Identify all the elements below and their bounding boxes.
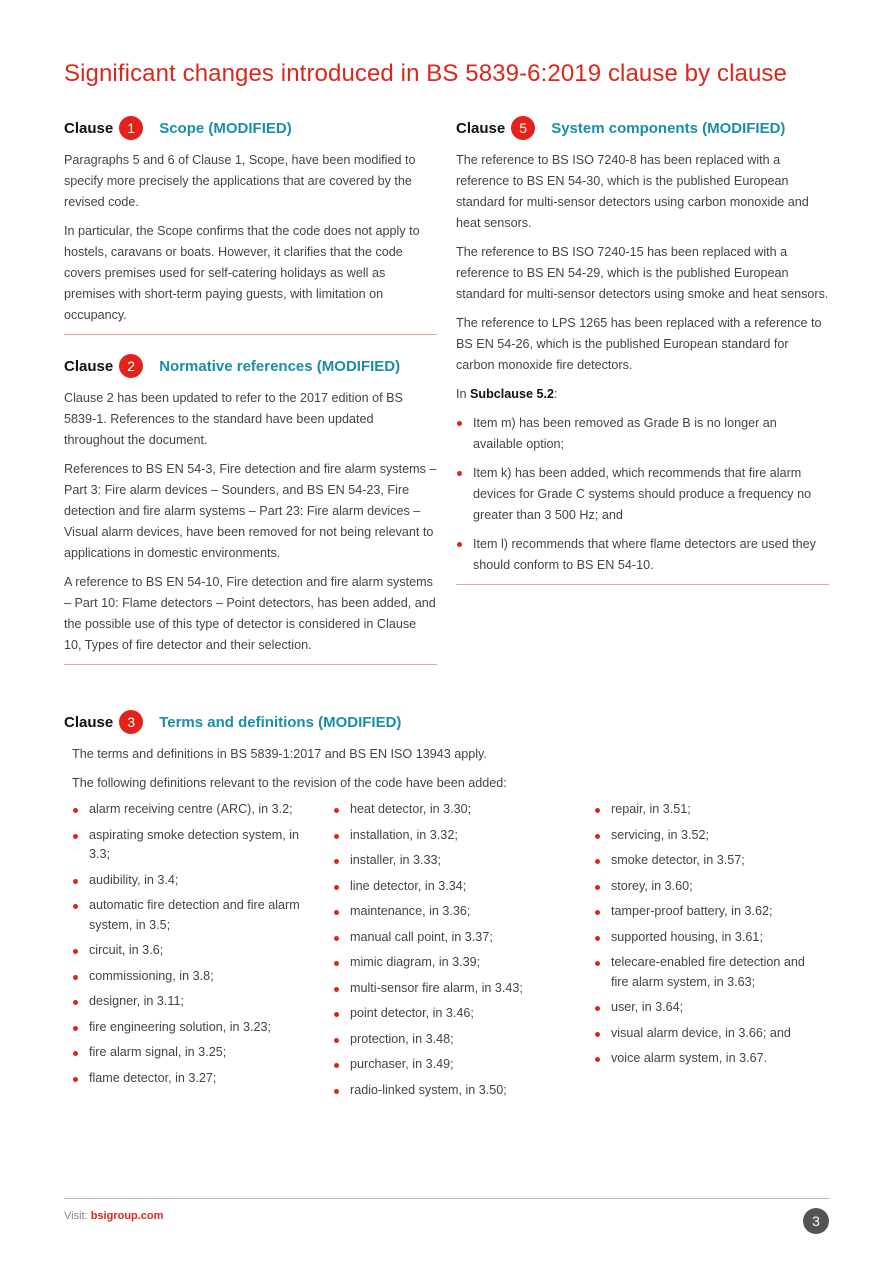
list-item: installer, in 3.33; bbox=[333, 851, 573, 871]
list-item: repair, in 3.51; bbox=[594, 800, 814, 820]
list-item: user, in 3.64; bbox=[594, 998, 814, 1018]
clause-3-title: Terms and definitions (MODIFIED) bbox=[159, 713, 402, 731]
clause-number-badge: 5 bbox=[511, 116, 535, 140]
clause-3-section bbox=[64, 708, 830, 802]
clause-5-paragraph: The reference to LPS 1265 has been replaced with a reference to BS EN 54-26, which is the published European standard for carbon monoxide fire detectors. bbox=[456, 316, 822, 372]
clause-5-paragraph: The reference to BS ISO 7240-8 has been replaced with a reference to BS EN 54-30, which is the published European standard for multi-sensor detectors using carbon monoxide and heat sensors. bbox=[456, 153, 809, 230]
clause-2-title: Normative references (MODIFIED) bbox=[159, 357, 401, 375]
list-item: telecare-enabled fire detection and fire alarm system, in 3.63; bbox=[594, 953, 814, 992]
subclause-intro bbox=[456, 384, 829, 405]
subclause-bullet-list bbox=[456, 413, 829, 576]
list-item: heat detector, in 3.30; bbox=[333, 800, 573, 820]
footer-website-link[interactable]: bsigroup.com bbox=[90, 1210, 164, 1222]
section-divider bbox=[456, 584, 829, 585]
list-item: flame detector, in 3.27; bbox=[72, 1069, 312, 1089]
clause-number-badge: 3 bbox=[119, 710, 143, 734]
clause-5-heading bbox=[456, 114, 829, 142]
clause-3-intro: The following definitions relevant to the revision of the code have been added: bbox=[72, 776, 507, 790]
footer-visit-label: Visit: bbox=[64, 1210, 91, 1222]
list-item: maintenance, in 3.36; bbox=[333, 902, 573, 922]
list-item: line detector, in 3.34; bbox=[333, 877, 573, 897]
list-item: protection, in 3.48; bbox=[333, 1030, 573, 1050]
list-item: automatic fire detection and fire alarm system, in 3.5; bbox=[72, 896, 312, 935]
clause-number-badge: 1 bbox=[119, 116, 143, 140]
list-item: installation, in 3.32; bbox=[333, 826, 573, 846]
list-item: multi-sensor fire alarm, in 3.43; bbox=[333, 979, 573, 999]
clause-5-paragraph: The reference to BS ISO 7240-15 has been replaced with a reference to BS EN 54-29, which is the published European standard for multi-sensor detectors using smoke and heat sensors. bbox=[456, 245, 829, 301]
definitions-column-1 bbox=[72, 800, 312, 1094]
definitions-column-2 bbox=[333, 800, 573, 1106]
clause-number-badge: 2 bbox=[119, 354, 143, 378]
footer-divider bbox=[64, 1198, 830, 1199]
clause-3-intro: The terms and definitions in BS 5839-1:2017 and BS EN ISO 13943 apply. bbox=[72, 747, 487, 761]
clause-2-heading bbox=[64, 352, 437, 380]
clause-label: Clause bbox=[456, 119, 506, 137]
subclause-suffix: : bbox=[554, 387, 558, 401]
definitions-column-3 bbox=[594, 800, 814, 1075]
list-item: point detector, in 3.46; bbox=[333, 1004, 573, 1024]
list-item: fire engineering solution, in 3.23; bbox=[72, 1018, 312, 1038]
list-item: mimic diagram, in 3.39; bbox=[333, 953, 573, 973]
footer-visit bbox=[64, 1210, 163, 1222]
clause-label: Clause bbox=[64, 357, 114, 375]
clause-1-paragraph: Paragraphs 5 and 6 of Clause 1, Scope, have been modified to specify more precisely the applications that are covered by the revised code. bbox=[64, 153, 416, 209]
clause-5-title: System components (MODIFIED) bbox=[551, 119, 786, 137]
list-item: audibility, in 3.4; bbox=[72, 871, 312, 891]
clause-2-section bbox=[64, 352, 437, 665]
list-item: alarm receiving centre (ARC), in 3.2; bbox=[72, 800, 312, 820]
list-item: designer, in 3.11; bbox=[72, 992, 312, 1012]
list-item: fire alarm signal, in 3.25; bbox=[72, 1043, 312, 1063]
list-item: tamper-proof battery, in 3.62; bbox=[594, 902, 814, 922]
list-item: aspirating smoke detection system, in 3.3; bbox=[72, 826, 312, 865]
page-number-badge: 3 bbox=[803, 1208, 829, 1234]
clause-label: Clause bbox=[64, 713, 114, 731]
section-divider bbox=[64, 664, 437, 665]
list-item: Item k) has been added, which recommends that fire alarm devices for Grade C systems should produce a frequency no greater than 3 500 Hz; and bbox=[456, 463, 829, 526]
subclause-prefix: In bbox=[456, 387, 471, 401]
section-divider bbox=[64, 334, 437, 335]
list-item: commissioning, in 3.8; bbox=[72, 967, 312, 987]
list-item: voice alarm system, in 3.67. bbox=[594, 1049, 814, 1069]
clause-2-paragraph: A reference to BS EN 54-10, Fire detection and fire alarm systems – Part 10: Flame detectors – Point detectors, has been added, and the possible use of this type of detector is considered in Clause 10, Types of fire detector and their selection. bbox=[64, 575, 436, 652]
clause-3-heading bbox=[64, 708, 830, 736]
list-item: visual alarm device, in 3.66; and bbox=[594, 1024, 814, 1044]
clause-1-paragraph: In particular, the Scope confirms that the code does not apply to hostels, caravans or boats. However, it clarifies that the code covers premises used for self-catering holidays as well as premises with short-term paying guests, with limitation on occupancy. bbox=[64, 224, 420, 322]
clause-1-section bbox=[64, 114, 437, 335]
list-item: supported housing, in 3.61; bbox=[594, 928, 814, 948]
subclause-label: Subclause 5.2 bbox=[470, 387, 555, 401]
list-item: purchaser, in 3.49; bbox=[333, 1055, 573, 1075]
list-item: radio-linked system, in 3.50; bbox=[333, 1081, 573, 1101]
list-item: circuit, in 3.6; bbox=[72, 941, 312, 961]
list-item: smoke detector, in 3.57; bbox=[594, 851, 814, 871]
list-item: servicing, in 3.52; bbox=[594, 826, 814, 846]
clause-5-section bbox=[456, 114, 829, 585]
clause-label: Clause bbox=[64, 119, 114, 137]
list-item: Item l) recommends that where flame detectors are used they should conform to BS EN 54-10. bbox=[456, 534, 829, 576]
clause-1-title: Scope (MODIFIED) bbox=[159, 119, 292, 137]
list-item: manual call point, in 3.37; bbox=[333, 928, 573, 948]
clause-2-paragraph: References to BS EN 54-3, Fire detection and fire alarm systems – Part 3: Fire alarm devices – Sounders, and BS EN 54-23, Fire detection and fire alarm systems – Part 23: Fire alarm devices – Visual alarm devices, have been removed for not being relevant to applications in domestic environments. bbox=[64, 462, 437, 560]
clause-2-paragraph: Clause 2 has been updated to refer to the 2017 edition of BS 5839-1. References to the standard have been updated throughout the document. bbox=[64, 391, 403, 447]
list-item: Item m) has been removed as Grade B is no longer an available option; bbox=[456, 413, 829, 455]
clause-1-heading bbox=[64, 114, 437, 142]
list-item: storey, in 3.60; bbox=[594, 877, 814, 897]
page-title: Significant changes introduced in BS 5839-6:2019 clause by clause bbox=[64, 60, 787, 87]
